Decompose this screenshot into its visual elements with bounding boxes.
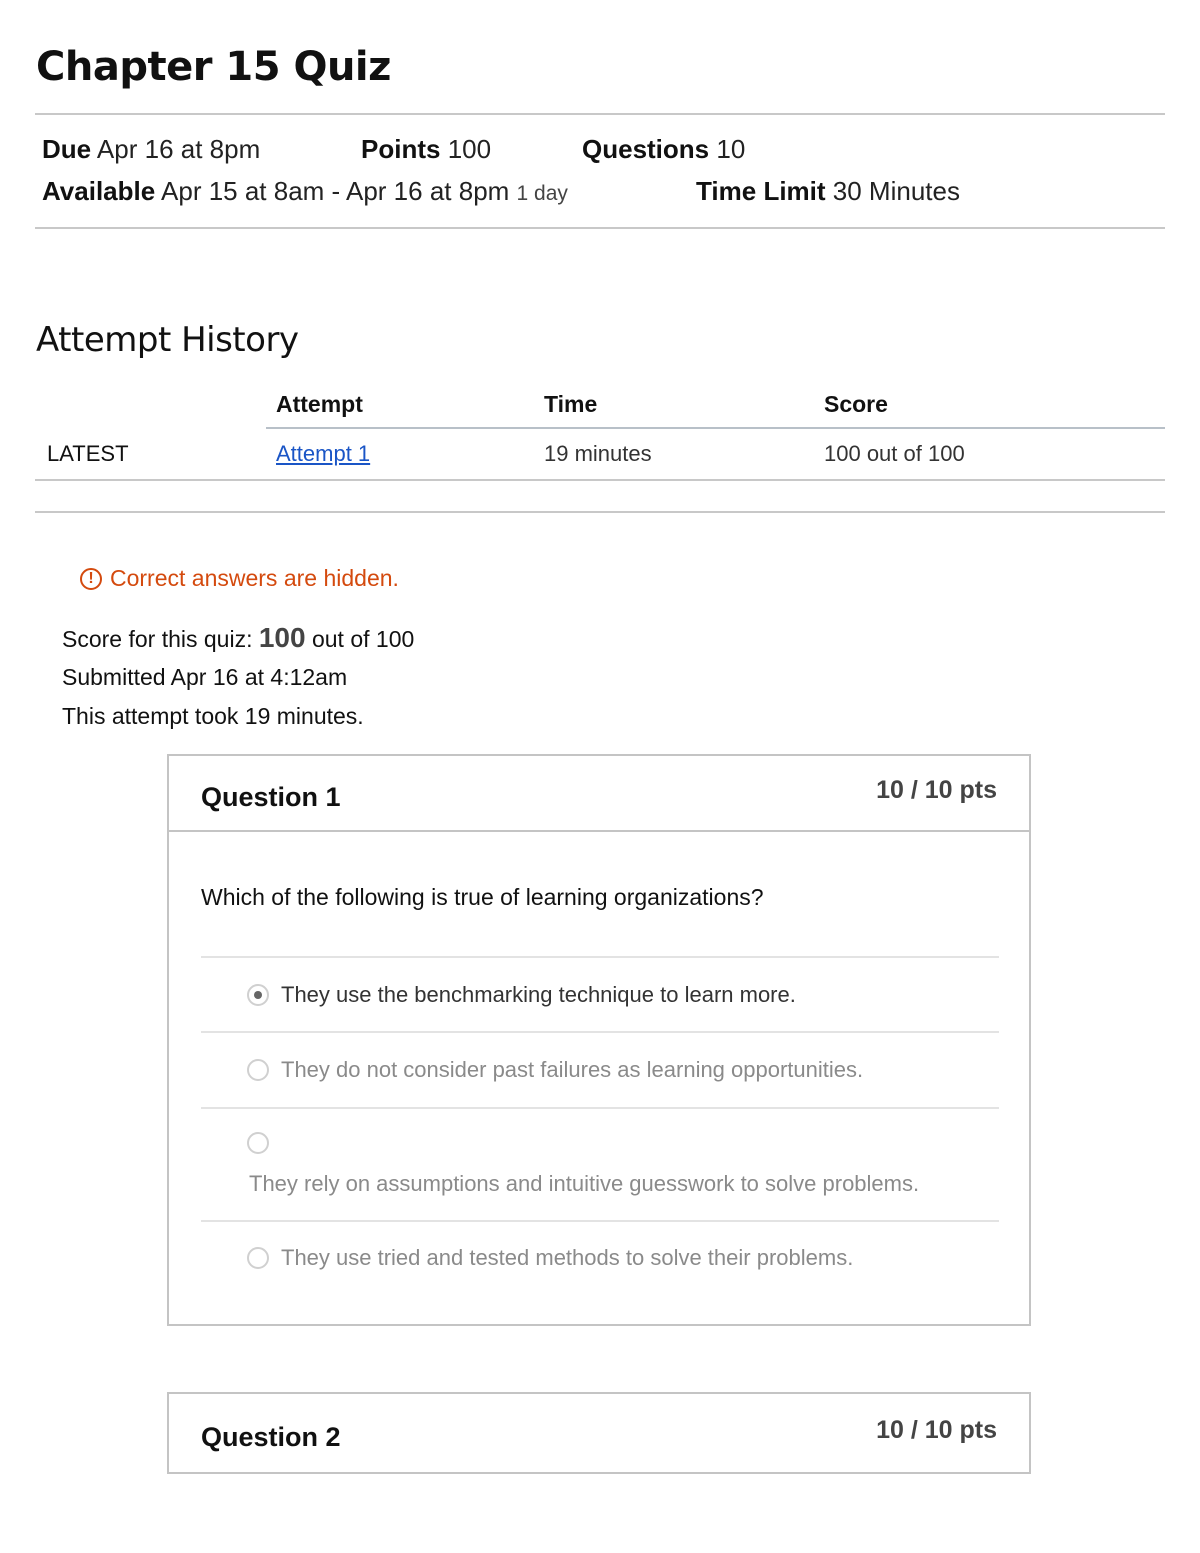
questions-label: Questions [582,134,710,164]
submitted-time: Submitted Apr 16 at 4:12am [62,664,348,690]
question-1-card [167,754,1031,1326]
answer-divider [201,1031,999,1033]
answer-divider [201,956,999,958]
radio-unselected-icon[interactable] [247,1132,269,1154]
quiz-score [62,622,414,654]
column-header-score: Score [824,391,888,417]
attempt-history-title: Attempt History [36,320,299,360]
divider [35,227,1165,229]
column-header-attempt: Attempt [276,391,363,417]
question-2-title: Question 2 [201,1422,341,1452]
availability-info [42,176,568,207]
time-limit-label: Time Limit [696,176,826,206]
answer-option-1[interactable] [247,982,796,1008]
alert-text: Correct answers are hidden. [110,565,399,591]
due-label: Due [42,134,92,164]
question-1-header [169,756,1029,832]
column-header-time: Time [544,391,598,417]
divider [35,511,1165,513]
radio-selected-icon[interactable] [247,984,269,1006]
score-prefix: Score for this quiz: [62,626,253,652]
available-duration: 1 day [516,182,568,205]
points-info [361,134,491,165]
attempt-score: 100 out of 100 [824,441,965,466]
points-value: 100 [447,134,492,164]
answer-option-4[interactable] [247,1245,853,1271]
exclamation-circle-icon: ! [80,568,102,590]
answer-option-2-text: They do not consider past failures as learning opportunities. [281,1057,864,1082]
question-1-points: 10 / 10 pts [876,776,997,804]
table-header-divider [266,427,1165,429]
questions-value: 10 [716,134,746,164]
answer-option-4-text: They use tried and tested methods to solve their problems. [281,1245,854,1270]
answer-option-1-text: They use the benchmarking technique to learn more. [281,982,796,1007]
answer-option-3-text: They rely on assumptions and intuitive guesswork to solve problems. [249,1171,920,1196]
answer-divider [201,1220,999,1222]
answer-option-3[interactable] [247,1132,269,1154]
question-2-points: 10 / 10 pts [876,1416,997,1444]
question-1-text: Which of the following is true of learning organizations? [201,884,764,910]
table-row-divider [35,479,1165,481]
time-limit-info [696,176,960,207]
radio-unselected-icon[interactable] [247,1059,269,1081]
answer-option-2[interactable] [247,1057,863,1083]
question-1-title: Question 1 [201,782,341,812]
available-label: Available [42,176,156,206]
page-title: Chapter 15 Quiz [36,44,391,90]
question-2-header [169,1394,1029,1474]
available-value: Apr 15 at 8am - Apr 16 at 8pm [161,176,510,206]
due-info [42,134,260,165]
due-value: Apr 16 at 8pm [96,134,261,164]
score-suffix: out of 100 [311,626,415,652]
attempt-time: 19 minutes [544,441,652,466]
latest-badge: LATEST [47,441,129,466]
table-row [276,441,370,467]
correct-answers-hidden-alert [80,565,399,592]
attempt-duration: This attempt took 19 minutes. [62,703,364,729]
attempt-1-link[interactable]: Attempt 1 [276,441,371,466]
questions-info [582,134,745,165]
answer-divider [201,1107,999,1109]
score-value: 100 [258,622,306,653]
time-limit-value: 30 Minutes [832,176,960,206]
radio-unselected-icon[interactable] [247,1247,269,1269]
divider [35,113,1165,115]
points-label: Points [361,134,441,164]
question-2-card [167,1392,1031,1474]
